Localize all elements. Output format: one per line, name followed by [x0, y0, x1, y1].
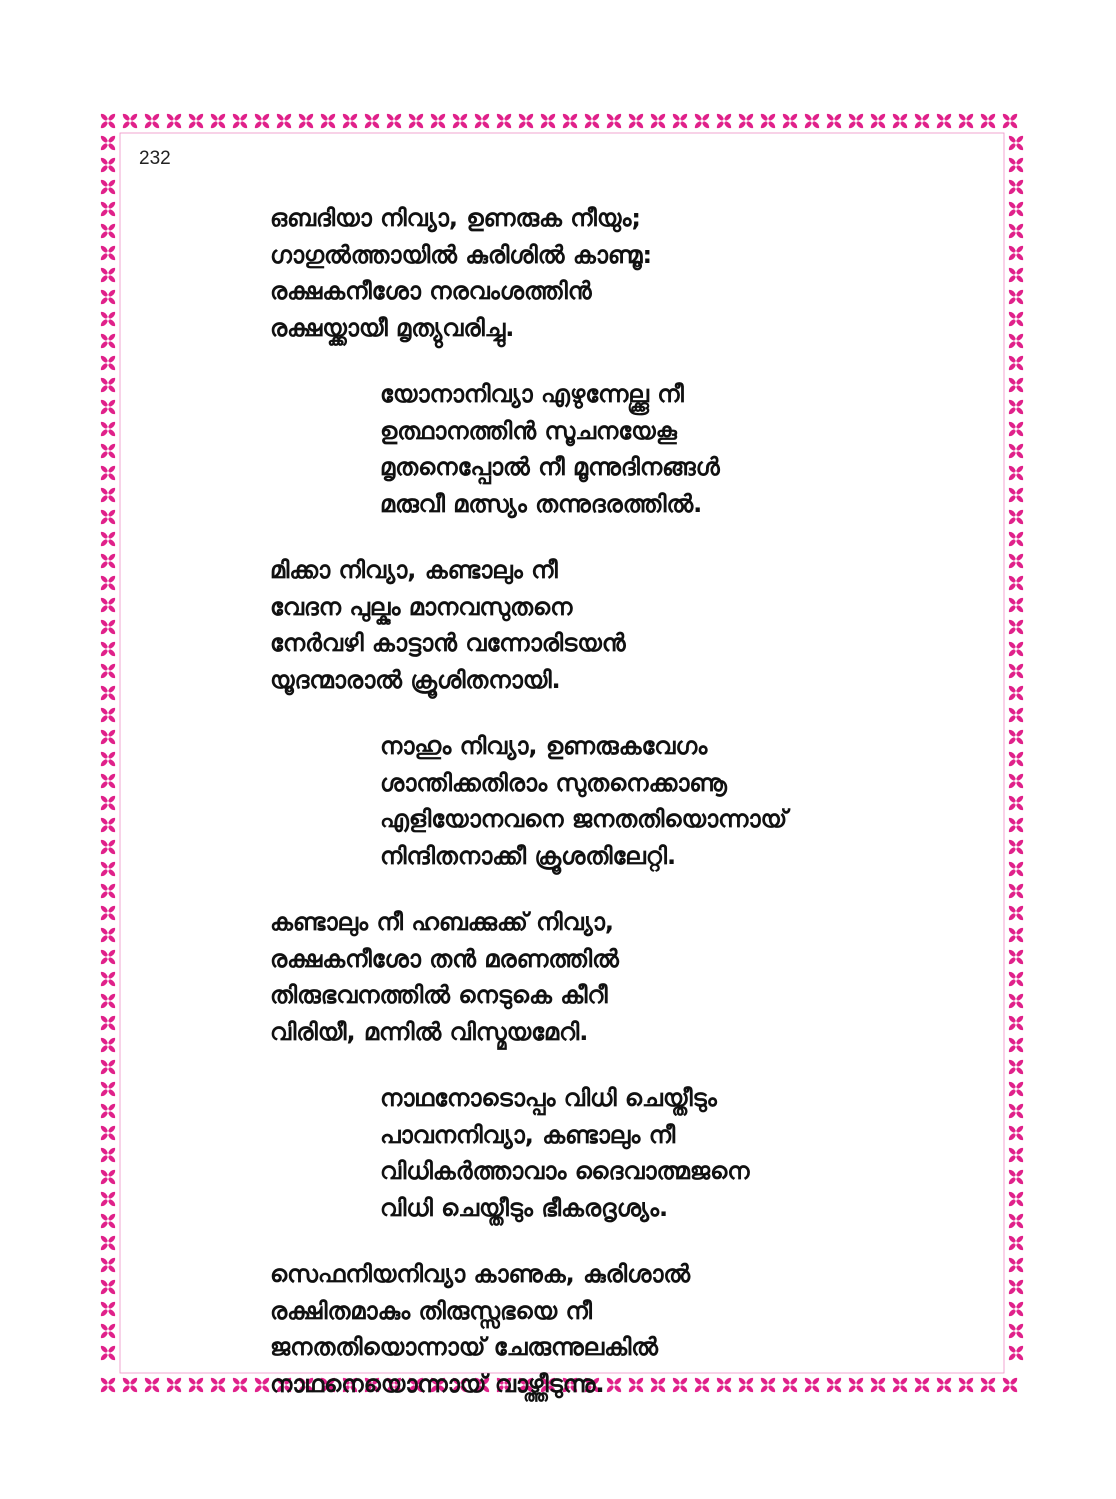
verse-line: ഒബദിയാ നിവ്യാ, ഉണരുക നീയും; — [270, 204, 641, 232]
verse-line: ജനതതിയൊന്നായ് ചേരുന്നുലകിൽ — [270, 1333, 659, 1361]
stanza-3 — [270, 552, 970, 698]
verse-line: പാവനനിവ്യാ, കണ്ടാലും നീ — [380, 1120, 676, 1149]
verse-line: രക്ഷയ്ക്കായീ മൃത്യുവരിച്ചു. — [270, 313, 515, 342]
verse-line: മരുവീ മത്സ്യം തന്നുദരത്തിൽ. — [380, 489, 703, 518]
verse-line: ഉത്ഥാനത്തിൻ സൂചനയേകൂ — [380, 416, 677, 445]
poem-body — [270, 200, 970, 1432]
stanza-7 — [270, 1256, 970, 1402]
verse-line: തിരുഭവനത്തിൽ നെടുകെ കീറീ — [270, 981, 608, 1009]
stanza-1 — [270, 200, 970, 346]
verse-line: നിന്ദിതനാക്കീ ക്രൂശതിലേറ്റി. — [380, 841, 677, 870]
page-number: 232 — [139, 148, 171, 169]
verse-line: രക്ഷകനീശോ തൻ മരണത്തിൽ — [270, 944, 619, 973]
stanza-6 — [380, 1080, 970, 1226]
verse-line: ഗാഗുൽത്തായിൽ കുരിശിൽ കാണ്മൂ: — [270, 240, 653, 269]
verse-line: രക്ഷിതമാകും തിരുസ്സഭയെ നീ — [270, 1296, 593, 1325]
stanza-5 — [270, 904, 970, 1050]
stanza-2 — [380, 376, 970, 522]
verse-line: സെഫനിയനിവ്യാ കാണുക, കുരിശാൽ — [270, 1260, 691, 1288]
verse-line: രക്ഷകനീശോ നരവംശത്തിൻ — [270, 277, 592, 305]
verse-line: വിധികർത്താവാം ദൈവാത്മജനെ — [380, 1157, 750, 1185]
verse-line: മിക്കാ നിവ്യാ, കണ്ടാലും നീ — [270, 556, 558, 584]
verse-line: നാഹും നിവ്യാ, ഉണരുകവേഗം — [380, 732, 708, 760]
verse-line: മൃതനെപ്പോൽ നീ മൂന്നുദിനങ്ങൾ — [380, 453, 720, 481]
verse-line: യൂദന്മാരാൽ ക്രൂശിതനായി. — [270, 665, 561, 694]
verse-line: വിധി ചെയ്തീടും ഭീകരദൃശ്യം. — [380, 1193, 669, 1222]
verse-line: നാഥനോടൊപ്പം വിധി ചെയ്തീടും — [380, 1084, 717, 1112]
stanza-4 — [380, 728, 970, 874]
verse-line: ശാന്തിക്കതിരാം സുതനെക്കാണൂ — [380, 768, 727, 797]
verse-line: കണ്ടാലും നീ ഹബക്കുക്ക് നിവ്യാ, — [270, 908, 614, 936]
verse-line: വിരിയീ, മന്നിൽ വിസ്മയമേറി. — [270, 1017, 589, 1046]
verse-line: എളിയോനവനെ ജനതതിയൊന്നായ് — [380, 805, 788, 833]
verse-line: നാഥനെയൊന്നായ് വാഴ്ത്തീടുന്നു. — [270, 1369, 605, 1398]
verse-line: നേർവഴി കാട്ടാൻ വന്നോരിടയൻ — [270, 629, 626, 657]
verse-line: വേദന പുല്കും മാനവസുതനെ — [270, 592, 573, 621]
verse-line: യോനാനിവ്യാ എഴുന്നേല്ക്കൂ നീ — [380, 380, 684, 408]
